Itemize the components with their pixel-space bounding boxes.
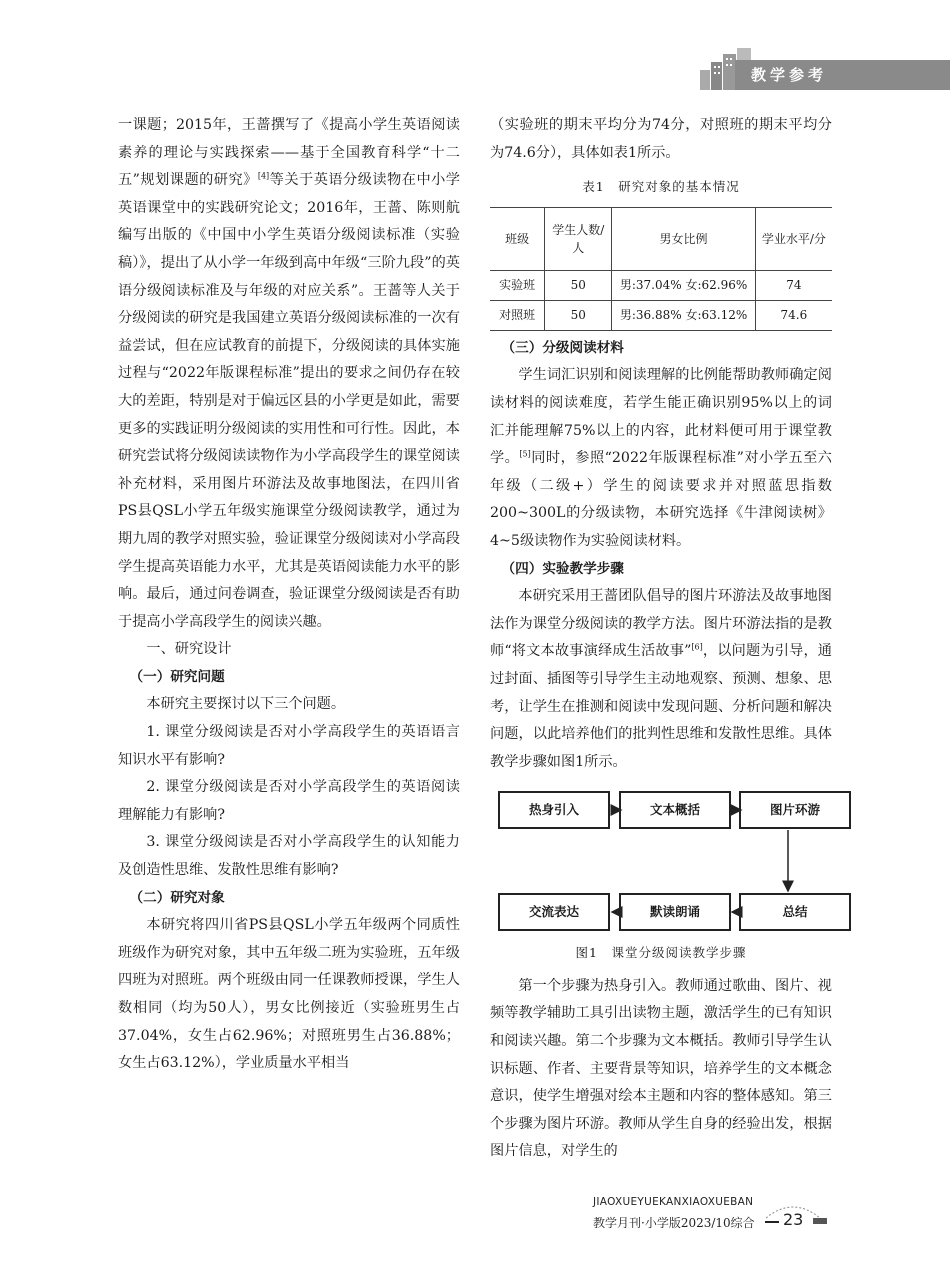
table-caption: 表1 研究对象的基本情况 xyxy=(582,179,740,195)
table-cell: 74 xyxy=(755,270,832,300)
figure-caption: 图1 课堂分级阅读教学步骤 xyxy=(575,945,747,961)
flow-step-expression: 交流表达 xyxy=(498,893,610,931)
table-cell: 男:36.88% 女:63.12% xyxy=(612,300,755,330)
citation[interactable]: [5] xyxy=(519,449,531,459)
flow-step-reading: 默读朗诵 xyxy=(619,893,731,931)
column-header: 男女比例 xyxy=(612,207,755,270)
column-header: 学业水平/分 xyxy=(755,207,832,270)
subsection-heading: （一）研究问题 xyxy=(129,668,225,685)
subsection-heading: （二）研究对象 xyxy=(129,889,225,906)
table-row xyxy=(490,270,832,300)
paragraph: 学生词汇识别和阅读理解的比例能帮助教师确定阅读材料的阅读难度，若学生能正确识别95%以上的词汇并能理解75%以上的内容，此材料便可用于课堂教学。[5]同时，参照“2022年版课程标准”对小学五至六年级（二级+）学生的阅读要求并对照蓝思指数200~300L的分级读物，本研究选择《牛津阅读树》4~5级读物作为实验阅读材料。 xyxy=(490,367,832,549)
flow-step-conclusion: 总结 xyxy=(739,893,851,931)
flow-step-summary-text: 文本概括 xyxy=(619,791,731,829)
paragraph: 本研究采用王蔷团队倡导的图片环游法及故事地图法作为课堂分级阅读的教学方法。图片环游法指的是教师“将文本故事演绎成生活故事”[6]，以问题为引导，通过封面、插图等引导学生主动地观察、预测、想象、思考，让学生在推测和阅读中发现问题、分析问题和解决问题，以此培养他们的批判性思维和发散性思维。具体教学步骤如图1所示。 xyxy=(490,588,832,770)
table-cell: 实验班 xyxy=(490,270,545,300)
table-cell: 74.6 xyxy=(755,300,832,330)
question-item: 1. 课堂分级阅读是否对小学高段学生的英语语言知识水平有影响? xyxy=(118,724,460,768)
paragraph: 本研究将四川省PS县QSL小学五年级两个同质性班级作为研究对象，其中五年级二班为实验班，五年级四班为对照班。两个班级由同一任课教师授课，学生人数相同（均为50人），男女比例接近（实验班男生占37.04%，女生占62.96%；对照班男生占36.88%；女生占63.12%），学业质量水平相当 xyxy=(118,917,460,1072)
column-header: 班级 xyxy=(490,207,545,270)
table-cell: 男:37.04% 女:62.96% xyxy=(612,270,755,300)
table-cell: 50 xyxy=(545,300,612,330)
right-column xyxy=(490,112,832,1166)
column-header: 学生人数/人 xyxy=(545,207,612,270)
journal-pinyin: JIAOXUEYUEKANXIAOXUEBAN xyxy=(593,1196,754,1208)
paragraph: 一课题；2015年，王蔷撰写了《提高小学生英语阅读素养的理论与实践探索——基于全国教育科学“十二五”规划课题的研究》[4]等关于英语分级读物在中小学英语课堂中的实践研究论文；2016年，王蔷、陈则航编写出版的《中国中小学生英语分级阅读标准（实验稿）》，提出了从小学一年级到高中年级“三阶九段”的英语分级阅读标准及与年级的对应关系”。王蔷等人关于分级阅读的研究是我国建立英语分级阅读标准的一次有益尝试，但在应试教育的前提下，分级阅读的具体实施过程与“2022年版课程标准”提出的要求之间仍存在较大的差距，特别是对于偏远区县的小学更是如此，需要更多的实践证明分级阅读的实用性和可行性。因此，本研究尝试将分级阅读读物作为小学高段学生的课堂阅读补充材料，采用图片环游法及故事地图法，在四川省PS县QSL小学五年级实施课堂分级阅读教学，通过为期九周的教学对照实验，验证课堂分级阅读对小学高段学生提高英语能力水平，尤其是英语阅读能力水平的影响。最后，通过问卷调查，验证课堂分级阅读是否有助于提高小学高段学生的阅读兴趣。 xyxy=(118,117,460,630)
left-column xyxy=(118,112,460,1078)
section-tab: 教学参考 xyxy=(735,60,950,90)
flow-step-picture-walk: 图片环游 xyxy=(739,791,851,829)
footer-bar xyxy=(813,1218,827,1224)
page-number: 23 xyxy=(783,1210,804,1229)
question-item: 2. 课堂分级阅读是否对小学高段学生的英语阅读理解能力有影响? xyxy=(118,779,460,823)
section-heading: 一、研究设计 xyxy=(146,641,232,658)
table-header-row xyxy=(490,207,832,270)
paragraph: （实验班的期末平均分为74分，对照班的期末平均分为74.6分），具体如表1所示。 xyxy=(490,117,832,161)
footer-rule xyxy=(765,1221,779,1223)
table-cell: 50 xyxy=(545,270,612,300)
subsection-heading: （三）分级阅读材料 xyxy=(501,339,624,356)
question-item: 3. 课堂分级阅读是否对小学高段学生的认知能力及创造性思维、发散性思维有影响? xyxy=(118,834,460,879)
table-row xyxy=(490,300,832,330)
journal-name: 教学月刊·小学版2023/10综合 xyxy=(593,1216,755,1230)
paragraph: 本研究主要探讨以下三个问题。 xyxy=(146,696,346,713)
citation[interactable]: [6] xyxy=(691,642,703,652)
flow-step-warmup: 热身引入 xyxy=(498,791,610,829)
citation[interactable]: [4] xyxy=(257,171,270,181)
data-table xyxy=(490,207,832,331)
subsection-heading: （四）实验教学步骤 xyxy=(501,560,624,577)
flow-diagram xyxy=(490,790,832,935)
paragraph: 第一个步骤为热身引入。教师通过歌曲、图片、视频等教学辅助工具引出读物主题，激活学生的已有知识和阅读兴趣。第二个步骤为文本概括。教师引导学生认识标题、作者、主要背景等知识，培养学生的文本概念意识，使学生增强对绘本主题和内容的整体感知。第三个步骤为图片环游。教师从学生自身的经验出发，根据图片信息，对学生的 xyxy=(490,977,832,1160)
table-cell: 对照班 xyxy=(490,300,545,330)
